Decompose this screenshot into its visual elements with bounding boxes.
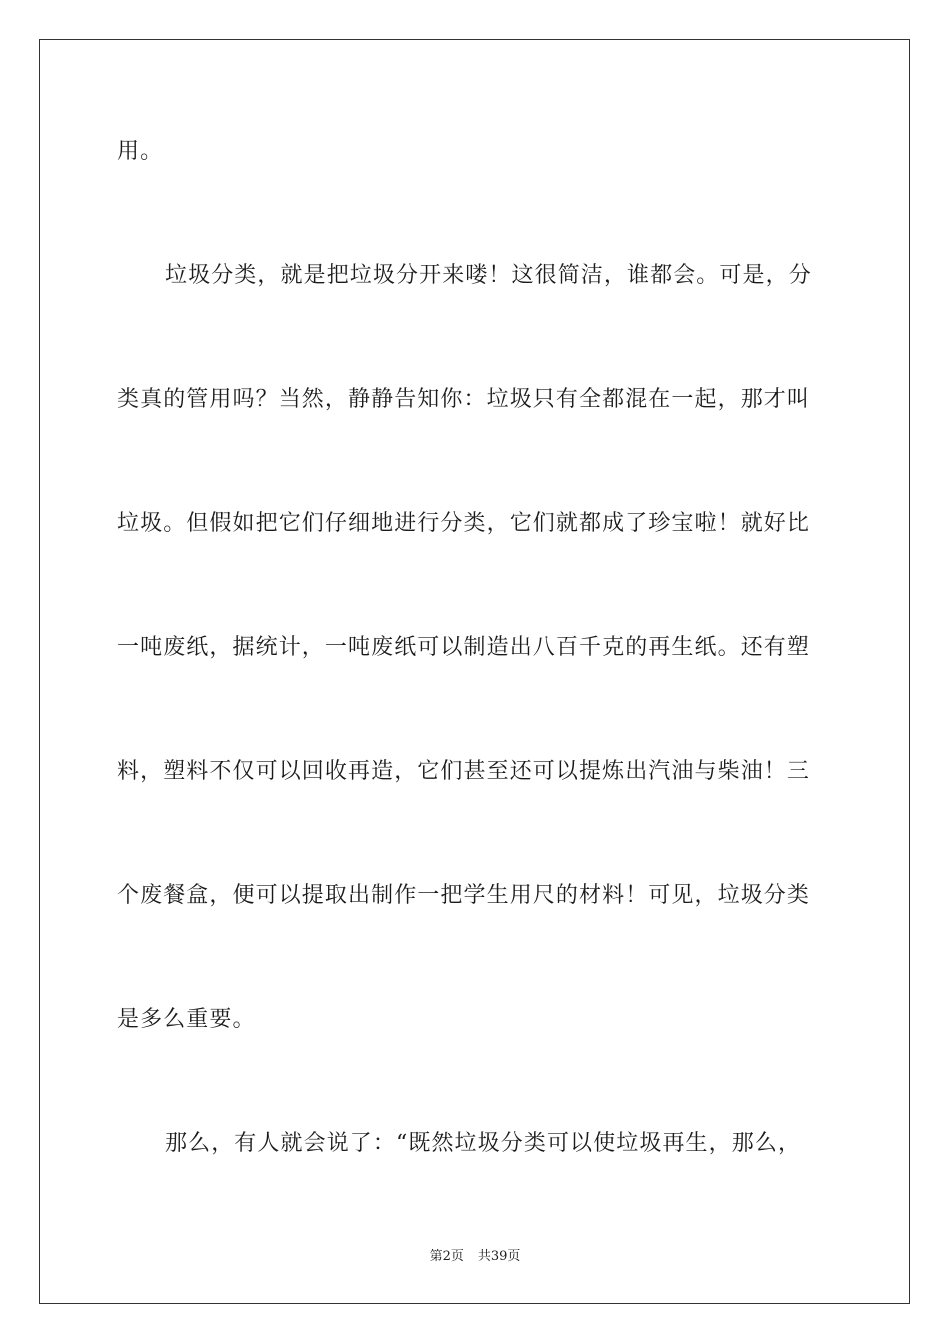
text-line-1: 用。 [117,139,164,164]
text-line-8: 是多么重要。 [117,1007,256,1032]
page-number: 第2页 [429,1249,464,1264]
page-border [39,39,910,1304]
paragraph-start-line-2: 那么，有人就会说了：“既然垃圾分类可以使垃圾再生，那么， [165,1131,802,1156]
text-line-6: 料，塑料不仅可以回收再造，它们甚至还可以提炼出汽油与柴油！三 [117,759,811,784]
text-line-5: 一吨废纸，据统计，一吨废纸可以制造出八百千克的再生纸。还有塑 [117,635,811,660]
text-line-7: 个废餐盒，便可以提取出制作一把学生用尺的材料！可见，垃圾分类 [117,883,811,908]
text-line-4: 垃圾。但假如把它们仔细地进行分类，它们就都成了珍宝啦！就好比 [117,511,811,536]
page-footer [0,1248,950,1266]
text-line-3: 类真的管用吗？当然，静静告知你：垃圾只有全都混在一起，那才叫 [117,387,811,412]
paragraph-start-line: 垃圾分类，就是把垃圾分开来喽！这很简洁，谁都会。可是，分 [165,263,812,288]
page-total: 共39页 [477,1249,521,1264]
